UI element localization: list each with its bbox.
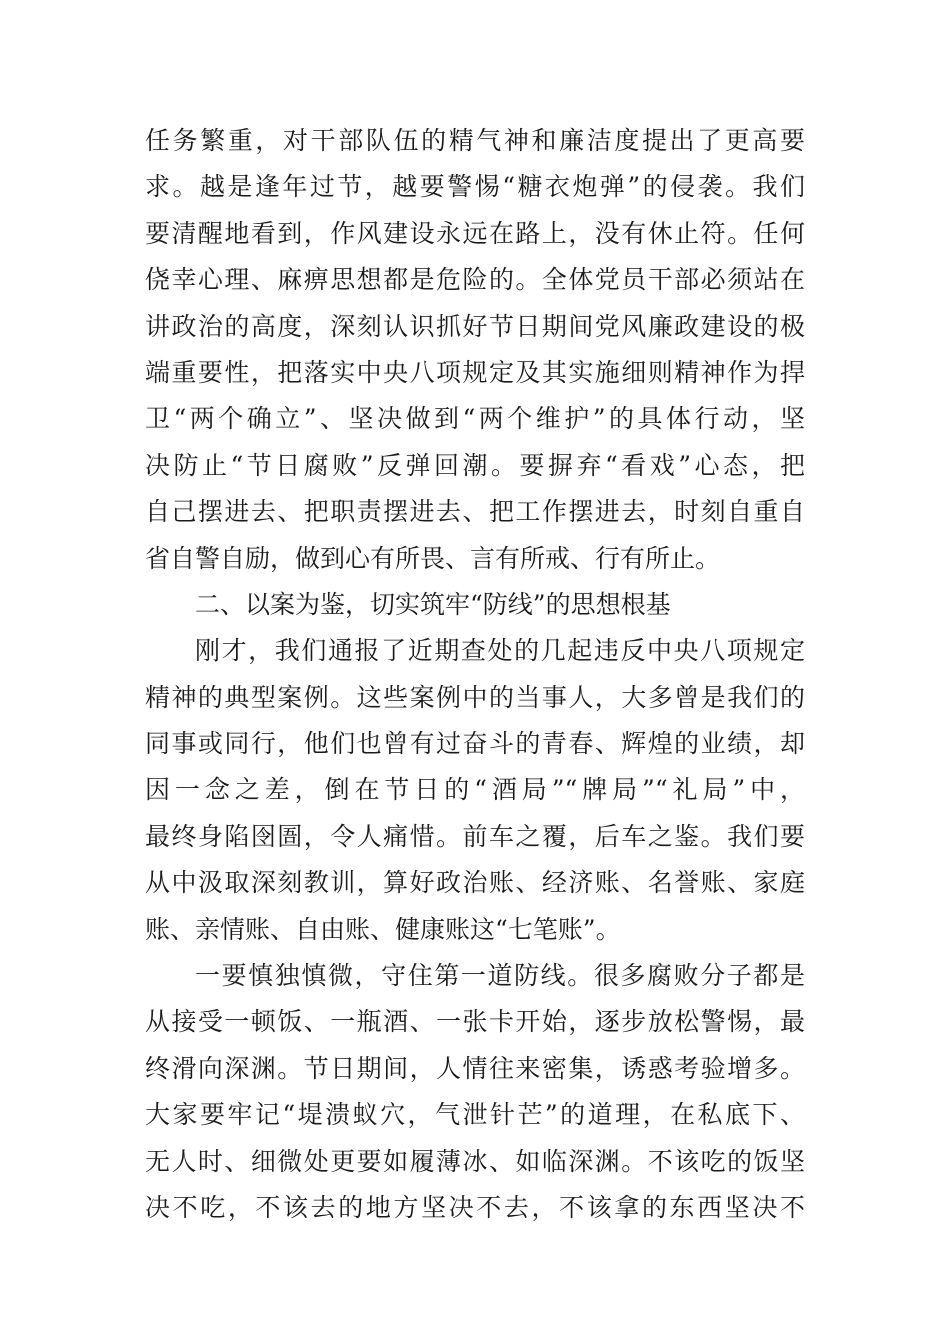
text-line: 侥幸心理、麻痹思想都是危险的。全体党员干部必须站在: [145, 265, 805, 295]
text-line: 账、亲情账、自由账、健康账这“七笔账”。: [145, 914, 621, 944]
text-line: 刚才，我们通报了近期查处的几起违反中央八项规定: [195, 636, 805, 666]
paragraph-cases: [145, 628, 805, 953]
text-line: 要清醒地看到，作风建设永远在路上，没有休止符。任何: [145, 218, 805, 248]
text-line: 同事或同行，他们也曾有过奋斗的青春、辉煌的业绩，却: [145, 729, 805, 759]
text-line: 最终身陷囹圄，令人痛惜。前车之覆，后车之鉴。我们要: [145, 821, 805, 851]
text-line: 省自警自励，做到心有所畏、言有所戒、行有所止。: [145, 543, 721, 573]
text-line: 终滑向深渊。节日期间，人情往来密集，诱惑考验增多。: [145, 1053, 805, 1083]
text-line: 精神的典型案例。这些案例中的当事人，大多曾是我们的: [145, 682, 805, 712]
text-line: 一要慎独慎微，守住第一道防线。很多腐败分子都是: [195, 961, 805, 991]
text-line: 自己摆进去、把职责摆进去、把工作摆进去，时刻自重自: [145, 497, 805, 527]
text-line: 无人时、细微处更要如履薄冰、如临深渊。不该吃的饭坚: [145, 1146, 805, 1176]
text-line: 从中汲取深刻教训，算好政治账、经济账、名誉账、家庭: [145, 868, 805, 898]
text-line: 因一念之差，倒在节日的“酒局”“牌局”“礼局”中，: [145, 775, 805, 805]
text-line: 从接受一顿饭、一瓶酒、一张卡开始，逐步放松警惕，最: [145, 1007, 805, 1037]
text-line: 决防止“节日腐败”反弹回潮。要摒弃“看戏”心态，把: [145, 450, 805, 480]
paragraph-continuation: [145, 118, 805, 582]
text-line: 讲政治的高度，深刻认识抓好节日期间党风廉政建设的极: [145, 311, 805, 341]
text-line: 二、以案为鉴，切实筑牢“防线”的思想根基: [195, 589, 671, 619]
text-line: 端重要性，把落实中央八项规定及其实施细则精神作为捍: [145, 357, 805, 387]
document-page: [145, 118, 805, 1231]
text-line: 决不吃，不该去的地方坚决不去，不该拿的东西坚决不: [145, 1192, 805, 1222]
text-line: 大家要牢记“堤溃蚁穴，气泄针芒”的道理，在私底下、: [145, 1100, 805, 1130]
text-line: 卫“两个确立”、坚决做到“两个维护”的具体行动，坚: [145, 404, 805, 434]
section-heading: [145, 582, 805, 628]
text-line: 任务繁重，对干部队伍的精气神和廉洁度提出了更高要: [145, 126, 805, 155]
paragraph-prudence: [145, 953, 805, 1231]
text-line: 求。越是逢年过节，越要警惕“糖衣炮弹”的侵袭。我们: [145, 172, 805, 202]
